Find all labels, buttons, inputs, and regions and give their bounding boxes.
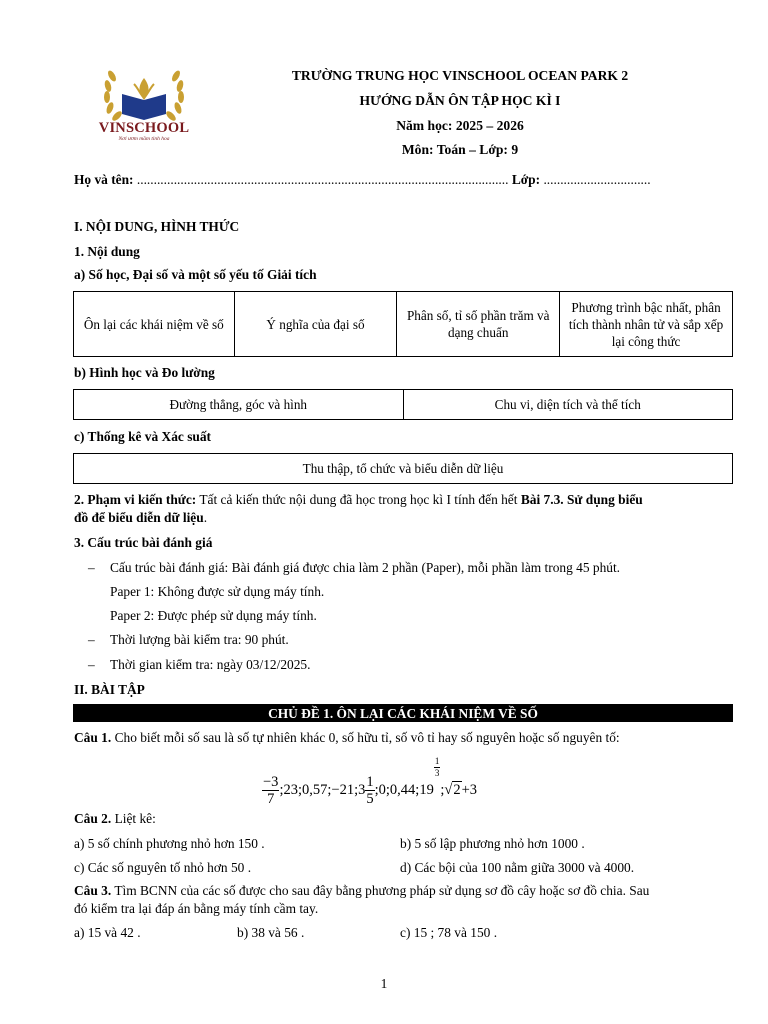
bullet-item: Thời gian kiểm tra: ngày 03/12/2025. [110,657,311,672]
name-field: ............................................................................................................... [136,172,509,187]
structure-title: 3. Cấu trúc bài đánh giá [74,535,213,550]
scope-label: 2. Phạm vi kiến thức: [74,492,197,507]
math-text: ;0;0,44;19 [374,782,434,798]
part-a-title: a) Số học, Đại số và một số yếu tố Giải tích [74,267,317,282]
section2-title: II. BÀI TẬP [74,682,145,697]
exponent-fraction [434,756,441,779]
sqrt-argument: 2 [453,782,461,798]
fraction-numerator: 1 [366,774,374,791]
list-item: c) 15 ; 78 và 150 . [400,925,498,940]
scope-end: . [203,510,208,525]
list-item: d) Các bội của 100 nằm giữa 3000 và 4000. [400,860,635,875]
table-cell: Đường thẳng, góc và hình [74,390,404,420]
bullet-dash: – [88,657,95,672]
question-label: Câu 1. [74,730,112,745]
table-cell: Phương trình bậc nhất, phân tích thành nhân tử và sắp xếp lại công thức [560,292,733,357]
question-3-line2: đó kiểm tra lại đáp án bằng máy tính cầm tay. [74,901,319,916]
part-b-table [73,389,733,420]
scope-bold-line2: đồ để biểu diễn dữ liệu [74,510,204,525]
fraction [262,774,279,807]
part-c-table [73,453,733,484]
bullet-item: Paper 1: Không được sử dụng máy tính. [110,584,325,599]
question-3 [74,883,649,899]
question-text: Liệt kê: [111,811,156,826]
list-item: b) 38 và 56 . [237,925,305,940]
table-cell: Phân số, tỉ số phần trăm và dạng chuẩn [397,292,560,357]
scope-bold: Bài 7.3. Sử dụng biểu [520,492,643,507]
fraction-numerator: −3 [263,774,279,791]
bullet-dash: – [88,560,95,575]
scope-paragraph [74,492,643,508]
list-item: a) 15 và 42 . [74,925,141,940]
topic-banner: CHỦ ĐỀ 1. ÔN LẠI CÁC KHÁI NIỆM VỀ SỐ [73,704,733,722]
list-item: b) 5 số lập phương nhỏ hơn 1000 . [400,836,585,851]
math-text: ;23;0,57;−21;3 [279,782,366,798]
question-text: Cho biết mỗi số sau là số tự nhiên khác 0, số hữu tỉ, số vô tỉ hay số nguyên hoặc số nguyên tố: [111,730,620,745]
section1-title: I. NỘI DUNG, HÌNH THỨC [74,219,240,234]
table-cell: Chu vi, diện tích và thể tích [403,390,733,420]
question-label: Câu 2. [74,811,112,826]
fraction-denominator: 3 [434,768,440,778]
scope-paragraph-line2 [74,510,207,526]
fraction-numerator: 1 [434,756,440,766]
bullet-item: Thời lượng bài kiểm tra: 90 phút. [110,632,289,647]
part-b-title: b) Hình học và Đo lường [74,365,215,380]
table-cell: Ý nghĩa của đại số [234,292,397,357]
school-year: Năm học: 2025 – 2026 [396,118,524,133]
list-item: c) Các số nguyên tố nhỏ hơn 50 . [74,860,252,875]
class-label: Lớp: [511,172,541,187]
table-cell: Ôn lại các khái niệm về số [74,292,235,357]
document-title: HƯỚNG DẪN ÔN TẬP HỌC KÌ I [359,93,561,108]
fraction-denominator: 7 [267,791,275,808]
table-cell: Thu thập, tổ chức và biểu diễn dữ liệu [74,454,733,484]
math-text: +3 [461,782,478,798]
question-1 [74,730,620,746]
bullet-item: Paper 2: Được phép sử dụng máy tính. [110,608,317,623]
fraction [365,774,374,807]
page-number: 1 [380,976,388,991]
math-expression: $\frac{-3}{7}$ ;23;0,57;−21;3 $\frac{1}{5}$ ;0;0,44;19 $\frac{1}{3}$ ;√2+3 [263,756,478,808]
bullet-item: Cấu trúc bài đánh giá: Bài đánh giá được chia làm 2 phần (Paper), mỗi phần làm trong 45 phút. [110,560,621,575]
question-text: Tìm BCNN của các số được cho sau đây bằng phương pháp sử dụng sơ đồ cây hoặc sơ đồ chia. Sau [111,883,650,898]
fraction-denominator: 5 [366,791,374,808]
part-a-table [73,291,733,357]
question-label: Câu 3. [74,883,112,898]
student-info-line [74,172,651,188]
name-label: Họ và tên: [74,172,134,187]
content-heading: 1. Nội dung [74,244,140,259]
bullet-dash: – [88,632,95,647]
logo-name: VINSCHOOL [98,120,190,136]
class-field: ................................ [543,172,651,187]
school-name: TRƯỜNG TRUNG HỌC VINSCHOOL OCEAN PARK 2 [291,68,629,83]
list-item: a) 5 số chính phương nhỏ hơn 150 . [74,836,265,851]
logo-slogan: Nơi ươm mầm tinh hoa [118,136,170,142]
math-text: ; [440,782,445,798]
question-2 [74,811,156,827]
subject-class: Môn: Toán – Lớp: 9 [401,142,519,157]
part-c-title: c) Thống kê và Xác suất [74,429,212,444]
scope-text: Tất cả kiến thức nội dung đã học trong học kì I tính đến hết [196,492,521,507]
